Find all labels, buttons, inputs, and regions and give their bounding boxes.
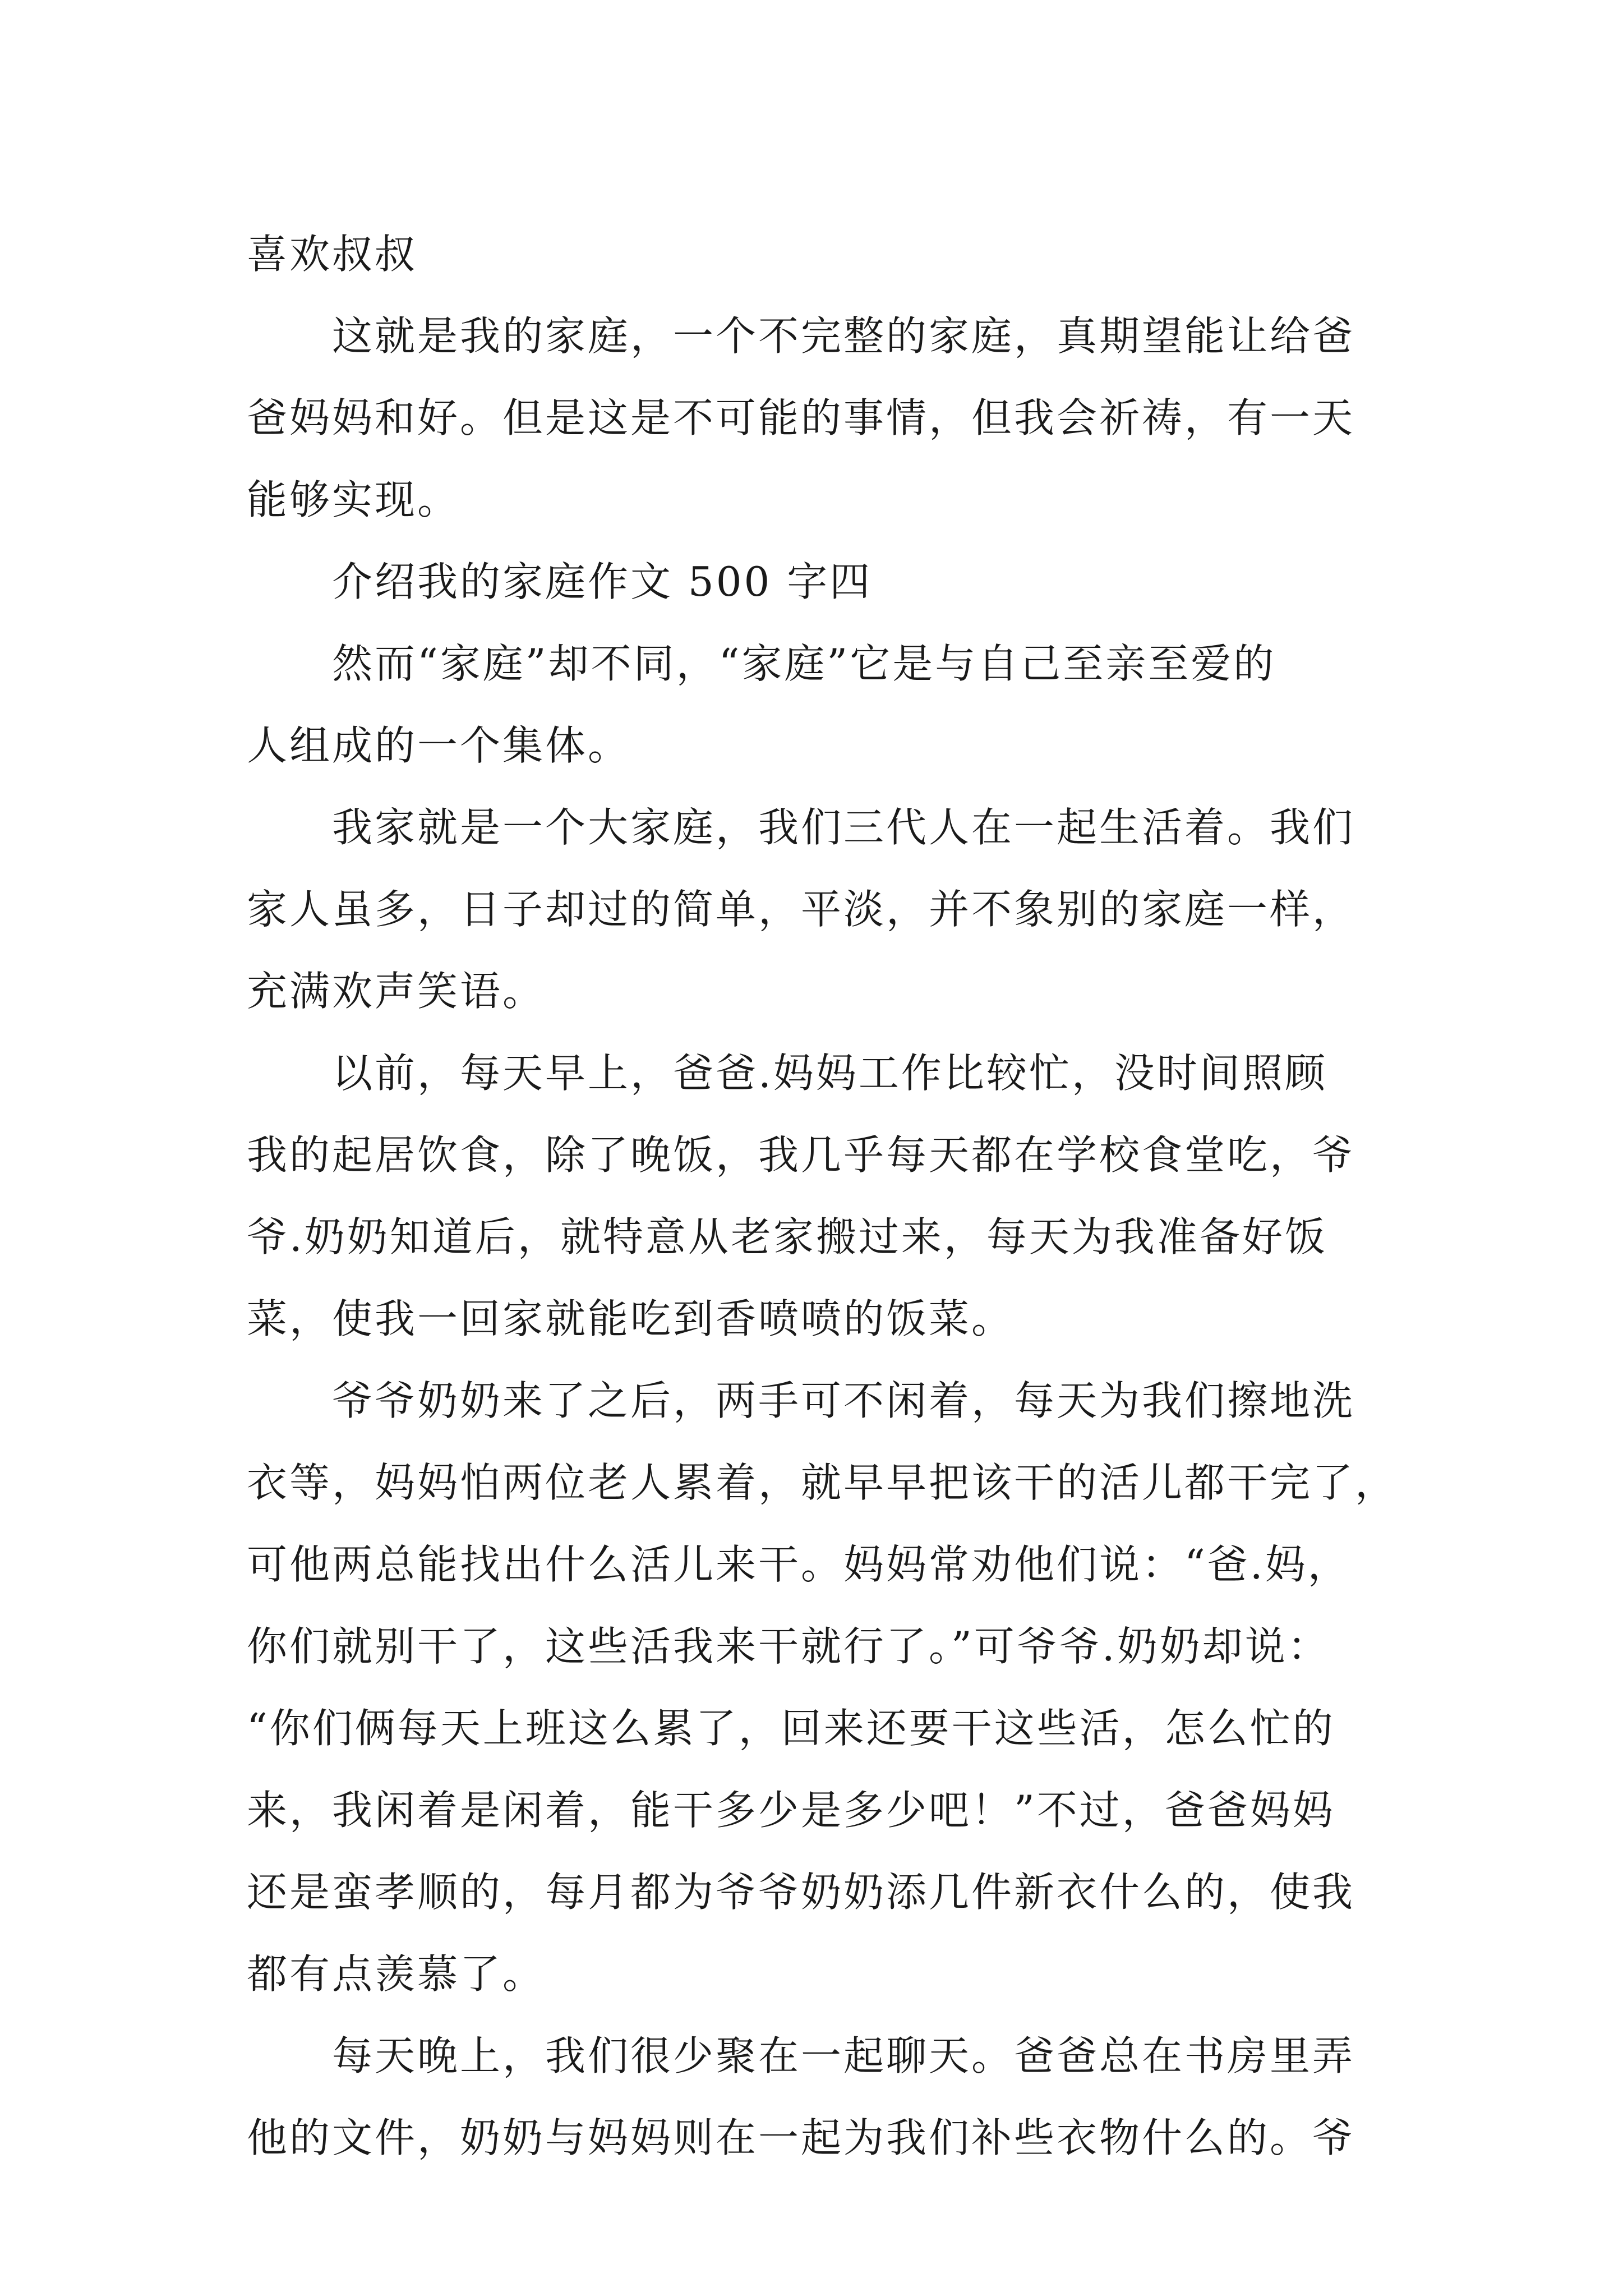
text-line: 能够实现。: [247, 476, 460, 523]
text-line: 可他两总能找出什么活儿来干。妈妈常劝他们说：“爸.妈，: [247, 1541, 1350, 1588]
text-line: 这就是我的家庭，一个不完整的家庭，真期望能让给爸: [247, 312, 1355, 360]
text-line: 每天晚上，我们很少聚在一起聊天。爸爸总在书房里弄: [247, 2032, 1355, 2079]
text-line: 爸妈妈和好。但是这是不可能的事情，但我会祈祷，有一天: [247, 394, 1355, 441]
text-line: 充满欢声笑语。: [247, 968, 546, 1015]
text-line: 喜欢叔叔: [247, 231, 418, 278]
text-line: 人组成的一个集体。: [247, 722, 631, 769]
text-line: 还是蛮孝顺的，每月都为爷爷奶奶添几件新衣什么的，使我: [247, 1869, 1355, 1916]
text-line: 家人虽多，日子却过的简单，平淡，并不象别的家庭一样，: [247, 886, 1355, 933]
text-line: “你们俩每天上班这么累了，回来还要干这些活，怎么忙的: [247, 1705, 1335, 1752]
section-heading: 介绍我的家庭作文 500 字四: [247, 558, 873, 605]
text-line: 爷.奶奶知道后，就特意从老家搬过来，每天为我准备好饭: [247, 1213, 1327, 1260]
text-line: 我家就是一个大家庭，我们三代人在一起生活着。我们: [247, 804, 1355, 851]
text-line: 都有点羡慕了。: [247, 1950, 546, 1998]
text-line: 爷爷奶奶来了之后，两手可不闲着，每天为我们擦地洗: [247, 1377, 1355, 1424]
text-line: 菜，使我一回家就能吃到香喷喷的饭菜。: [247, 1295, 1015, 1342]
text-line: 你们就别干了，这些活我来干就行了。”可爷爷.奶奶却说：: [247, 1623, 1330, 1670]
text-line: 来，我闲着是闲着，能干多少是多少吧！”不过，爸爸妈妈: [247, 1787, 1335, 1834]
text-line: 他的文件，奶奶与妈妈则在一起为我们补些衣物什么的。爷: [247, 2114, 1355, 2161]
text-line: 我的起居饮食，除了晚饭，我几乎每天都在学校食堂吃，爷: [247, 1131, 1355, 1179]
text-line: 然而“家庭”却不同，“家庭”它是与自己至亲至爱的: [247, 640, 1276, 687]
text-line: 衣等，妈妈怕两位老人累着，就早早把该干的活儿都干完了，: [247, 1459, 1398, 1506]
text-line: 以前，每天早上，爸爸.妈妈工作比较忙，没时间照顾: [247, 1050, 1327, 1097]
document-body: [247, 213, 1398, 2179]
